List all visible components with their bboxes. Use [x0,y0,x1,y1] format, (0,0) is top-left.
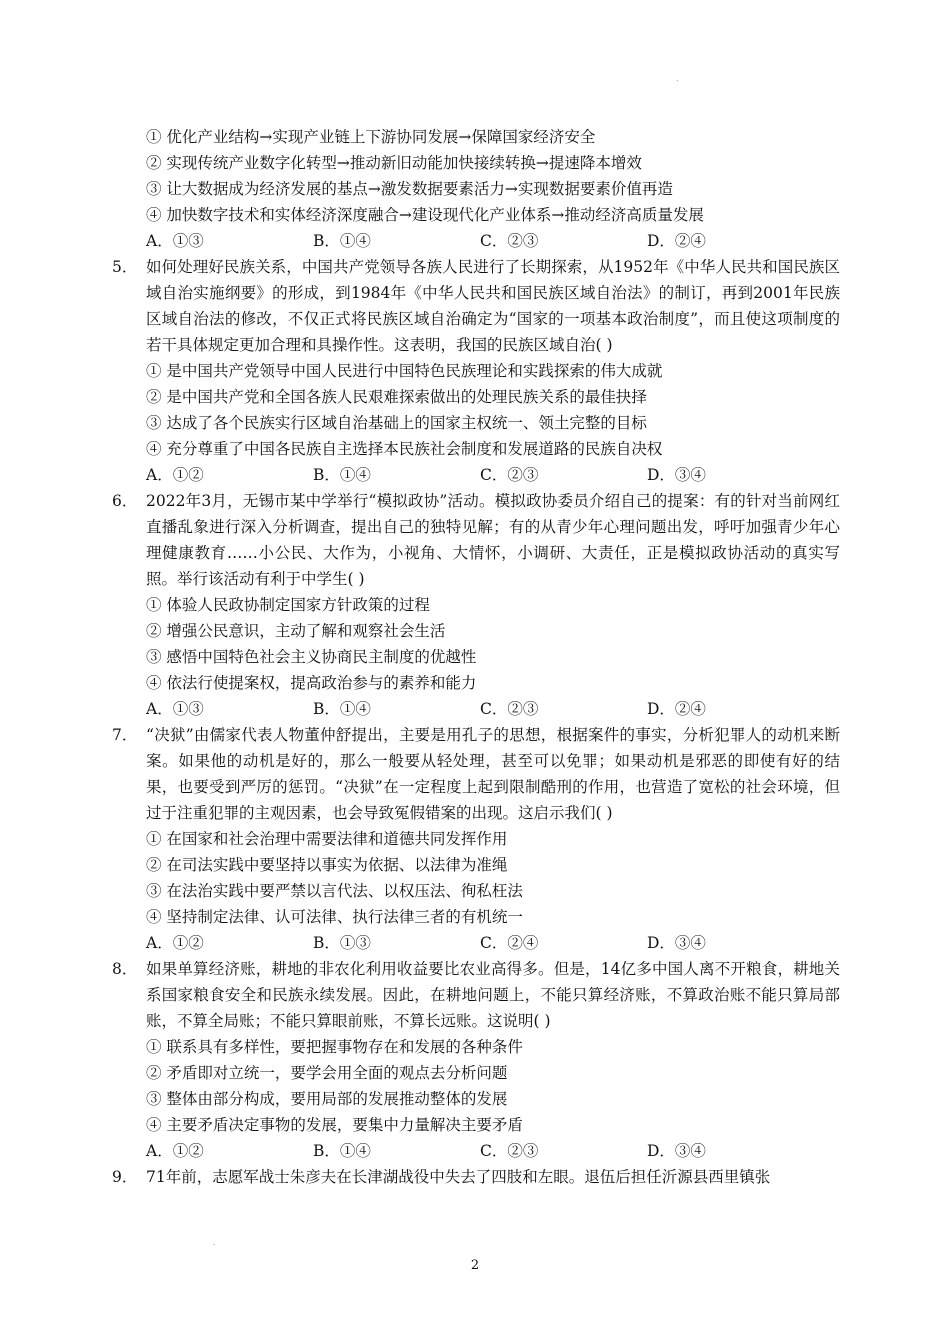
option-line: ③ 达成了各个民族实行区域自治基础上的国家主权统一、领土完整的目标 [146,414,647,432]
scan-mark: . [213,1238,216,1247]
choice-d: D．②④ [647,700,706,718]
question-stem: 71年前，志愿军战士朱彦夫在长津湖战役中失去了四肢和左眼。退伍后担任沂源县西里镇张 [146,1168,771,1186]
choice-d: D．③④ [647,466,706,484]
choice-b: B．①④ [313,232,371,250]
option-line: ② 在司法实践中要坚持以事实为依据、以法律为准绳 [146,856,508,874]
question-number: 6． [112,492,138,510]
page-content [112,124,840,1190]
page-number: 2 [470,1258,480,1273]
choice-a: A．①② [146,466,204,484]
choice-d: D．③④ [647,1142,706,1160]
answer-choices [112,228,840,254]
choice-a: A．①② [146,934,204,952]
option-line: ① 是中国共产党领导中国人民进行中国特色民族理论和实践探索的伟大成就 [146,362,663,380]
option-line: ③ 整体由部分构成，要用局部的发展推动整体的发展 [146,1090,508,1108]
choice-c: C．②③ [480,1142,539,1160]
choice-a: A．①③ [146,700,204,718]
question-stem: 如何处理好民族关系，中国共产党领导各族人民进行了长期探索，从1952年《中华人民共和国民族区域自治实施纲要》的形成，到1984年《中华人民共和国民族区域自治法》的制订，再到2001年民族区域自治法的修改，不仅正式将民族区域自治确定为“国家的一项基本政治制度”，而且使这项制度的若干具体规定更加合理和具操作性。这表明，我国的民族区域自治( ) [146,258,840,354]
option-line: ④ 加快数字技术和实体经济深度融合→建设现代化产业体系→推动经济高质量发展 [146,206,704,224]
choice-a: A．①② [146,1142,204,1160]
question-7 [112,722,840,956]
option-line: ③ 感悟中国特色社会主义协商民主制度的优越性 [146,648,477,666]
choice-d: D．②④ [647,232,706,250]
option-line: ① 优化产业结构→实现产业链上下游协同发展→保障国家经济安全 [146,128,596,146]
option-line: ① 在国家和社会治理中需要法律和道德共同发挥作用 [146,830,508,848]
choice-b: B．①③ [313,934,371,952]
option-line: ① 联系具有多样性，要把握事物存在和发展的各种条件 [146,1038,523,1056]
answer-choices [112,930,840,956]
answer-choices [112,1138,840,1164]
option-line: ③ 在法治实践中要严禁以言代法、以权压法、徇私枉法 [146,882,523,900]
option-line: ③ 让大数据成为经济发展的基点→激发数据要素活力→实现数据要素价值再造 [146,180,673,198]
choice-c: C．②③ [480,700,539,718]
choice-a: A．①③ [146,232,204,250]
question-5 [112,254,840,488]
question-stem: 如果单算经济账，耕地的非农化利用收益要比农业高得多。但是，14亿多中国人离不开粮食，耕地关系国家粮食安全和民族永续发展。因此，在耕地问题上，不能只算经济账，不算政治账不能只算局部账，不算全局账；不能只算眼前账，不算长远账。这说明( ) [146,960,840,1030]
question-stem: “决狱”由儒家代表人物董仲舒提出，主要是用孔子的思想，根据案件的事实，分析犯罪人的动机来断案。如果他的动机是好的，那么一般要从轻处理，甚至可以免罪；如果动机是邪恶的即使有好的结果，也要受到严厉的惩罚。“决狱”在一定程度上起到限制酷刑的作用，也营造了宽松的社会环境，但过于注重犯罪的主观因素，也会导致冤假错案的出现。这启示我们( ) [146,726,840,822]
choice-b: B．①④ [313,1142,371,1160]
choice-d: D．③④ [647,934,706,952]
question-number: 9． [112,1168,138,1186]
question-number: 7． [112,726,138,744]
choice-c: C．②④ [480,934,539,952]
option-line: ④ 主要矛盾决定事物的发展，要集中力量解决主要矛盾 [146,1116,523,1134]
option-line: ① 体验人民政协制定国家方针政策的过程 [146,596,430,614]
option-line: ④ 坚持制定法律、认可法律、执行法律三者的有机统一 [146,908,523,926]
question-stem: 2022年3月，无锡市某中学举行“模拟政协”活动。模拟政协委员介绍自己的提案：有的针对当前网红直播乱象进行深入分析调查，提出自己的独特见解；有的从青少年心理问题出发，呼吁加强青少年心理健康教育……小公民、大作为，小视角、大情怀，小调研、大责任，正是模拟政协活动的真实写照。举行该活动有利于中学生( ) [146,492,840,588]
question-number: 8． [112,960,138,978]
option-line: ④ 依法行使提案权，提高政治参与的素养和能力 [146,674,477,692]
option-line: ② 是中国共产党和全国各族人民艰难探索做出的处理民族关系的最佳抉择 [146,388,647,406]
question-6 [112,488,840,722]
choice-c: C．②③ [480,466,539,484]
question-8 [112,956,840,1164]
choice-b: B．①④ [313,466,371,484]
choice-c: C．②③ [480,232,539,250]
option-line: ② 增强公民意识，主动了解和观察社会生活 [146,622,446,640]
answer-choices [112,462,840,488]
question-number: 5． [112,258,138,276]
option-line: ② 实现传统产业数字化转型→推动新旧动能加快接续转换→提速降本增效 [146,154,642,172]
option-line: ② 矛盾即对立统一，要学会用全面的观点去分析问题 [146,1064,508,1082]
option-line: ④ 充分尊重了中国各民族自主选择本民族社会制度和发展道路的民族自决权 [146,440,663,458]
choice-b: B．①④ [313,700,371,718]
answer-choices [112,696,840,722]
question-4-tail [112,124,840,254]
scan-mark: . [676,74,679,83]
question-9 [112,1164,840,1190]
